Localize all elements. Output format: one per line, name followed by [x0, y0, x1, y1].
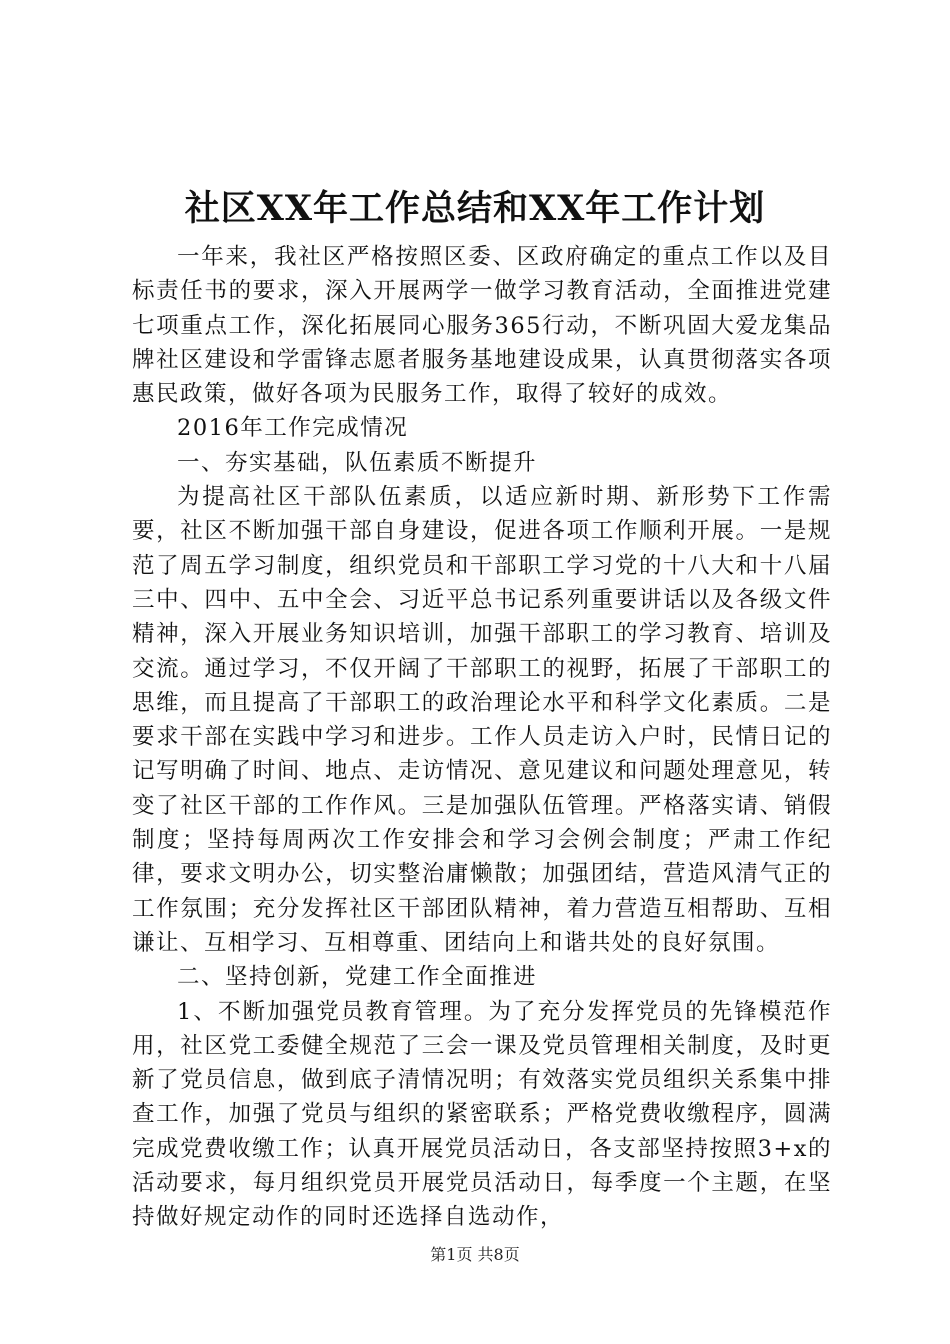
paragraph-party-education: 1、不断加强党员教育管理。为了充分发挥党员的先锋模范作用，社区党工委健全规范了三会一课及党员管理相关制度，及时更新了党员信息，做到底子清情况明；有效落实党员组织关系集中排查工作，加强了党员与组织的紧密联系；严格党费收缴程序，圆满完成党费收缴工作；认真开展党员活动日，各支部坚持按照3+x的活动要求，每月组织党员开展党员活动日，每季度一个主题，在坚持做好规定动作的同时还选择自选动作， [132, 998, 832, 1231]
page-footer: 第1页 共8页 [430, 1245, 520, 1264]
section-heading-2016: 2016年工作完成情况 [177, 415, 409, 442]
section-heading-2: 二、坚持创新，党建工作全面推进 [177, 964, 538, 991]
section-heading-1: 一、夯实基础，队伍素质不断提升 [177, 449, 538, 476]
document-body [132, 240, 832, 1235]
paragraph-team-quality: 为提高社区干部队伍素质，以适应新时期、新形势下工作需要，社区不断加强干部自身建设，促进各项工作顺利开展。一是规范了周五学习制度，组织党员和干部职工学习党的十八大和十八届三中、四中、五中全会、习近平总书记系列重要讲话以及各级文件精神，深入开展业务知识培训，加强干部职工的学习教育、培训及交流。通过学习，不仅开阔了干部职工的视野，拓展了干部职工的思维，而且提高了干部职工的政治理论水平和科学文化素质。二是要求干部在实践中学习和进步。工作人员走访入户时，民情日记的记写明确了时间、地点、走访情况、意见建议和问题处理意见，转变了社区干部的工作作风。三是加强队伍管理。严格落实请、销假制度；坚持每周两次工作安排会和学习会例会制度；严肃工作纪律，要求文明办公，切实整治庸懒散；加强团结，营造风清气正的工作氛围；充分发挥社区干部团队精神，着力营造互相帮助、互相谦让、互相学习、互相尊重、团结向上和谐共处的良好氛围。 [132, 484, 832, 956]
document-title: 社区XX年工作总结和XX年工作计划 [184, 188, 766, 229]
paragraph-intro: 一年来，我社区严格按照区委、区政府确定的重点工作以及目标责任书的要求，深入开展两学一做学习教育活动，全面推进党建七项重点工作，深化拓展同心服务365行动，不断巩固大爱龙集品牌社区建设和学雷锋志愿者服务基地建设成果，认真贯彻落实各项惠民政策，做好各项为民服务工作，取得了较好的成效。 [132, 244, 832, 408]
